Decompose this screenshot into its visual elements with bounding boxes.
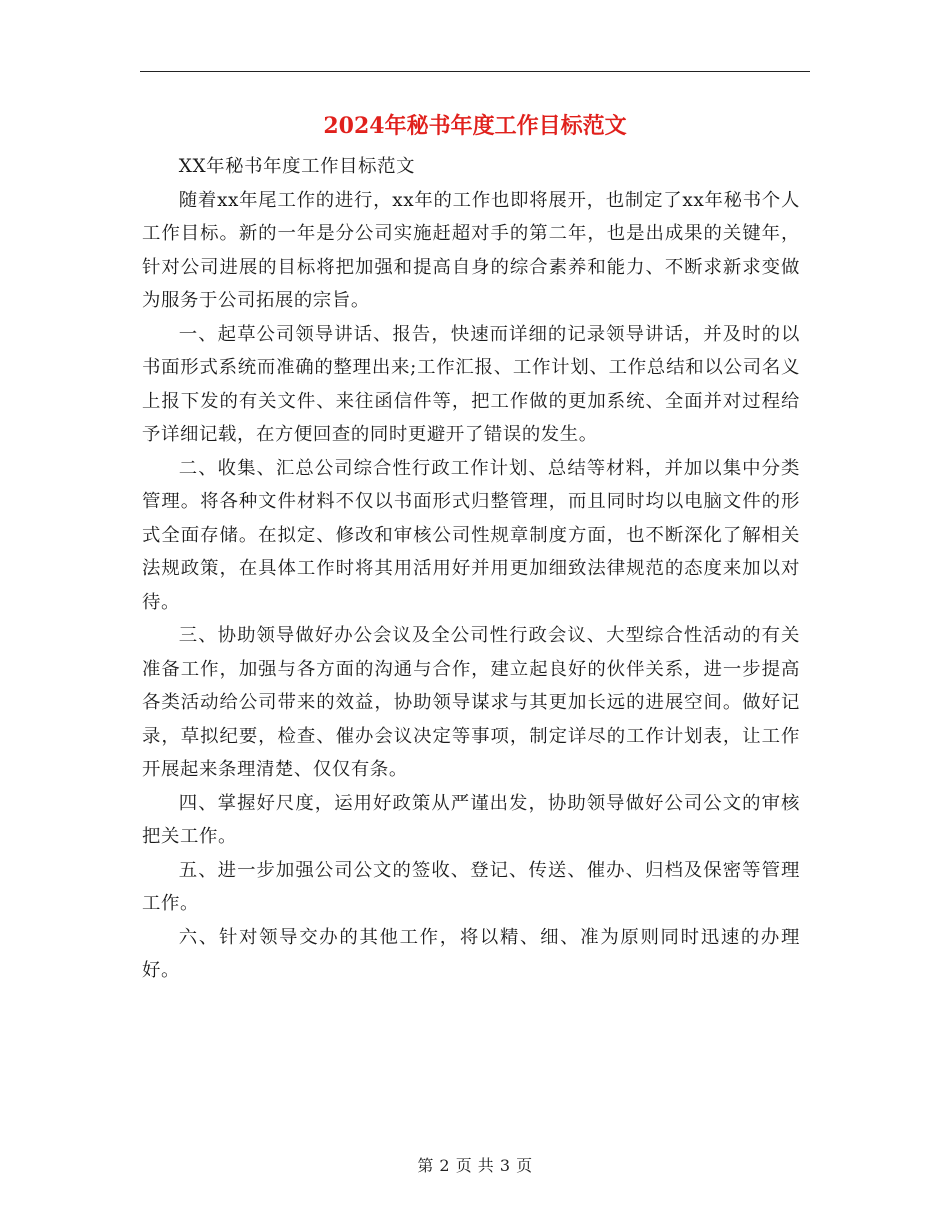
document-title: 2024年秘书年度工作目标范文 xyxy=(323,113,627,139)
header-rule xyxy=(140,71,810,72)
item-4-paragraph: 四、掌握好尺度，运用好政策从严谨出发，协助领导做好公司公文的审核把关工作。 xyxy=(142,792,800,847)
item-1-paragraph: 一、起草公司领导讲话、报告，快速而详细的记录领导讲话，并及时的以书面形式系统而准确的整理出来;工作汇报、工作计划、工作总结和以公司名义上报下发的有关文件、来往函信件等，把工作做的更加系统、全面并对过程给予详细记载，在方便回查的同时更避开了错误的发生。 xyxy=(142,323,800,445)
subtitle-paragraph: XX年秘书年度工作目标范文 xyxy=(178,156,416,177)
item-2-paragraph: 二、收集、汇总公司综合性行政工作计划、总结等材料，并加以集中分类管理。将各种文件材料不仅以书面形式归整管理，而且同时均以电脑文件的形式全面存储。在拟定、修改和审核公司性规章制度方面，也不断深化了解相关法规政策，在具体工作时将其用活用好并用更加细致法律规范的态度来加以对待。 xyxy=(142,457,800,613)
intro-paragraph: 随着xx年尾工作的进行，xx年的工作也即将展开，也制定了xx年秘书个人工作目标。新的一年是分公司实施赶超对手的第二年，也是出成果的关键年，针对公司进展的目标将把加强和提高自身的综合素养和能力、不断求新求变做为服务于公司拓展的宗旨。 xyxy=(142,189,800,311)
item-5-paragraph: 五、进一步加强公司公文的签收、登记、传送、催办、归档及保密等管理工作。 xyxy=(142,859,800,914)
page-number-footer: 第 2 页 共 3 页 xyxy=(417,1156,533,1175)
item-3-paragraph: 三、协助领导做好办公会议及全公司性行政会议、大型综合性活动的有关准备工作，加强与各方面的沟通与合作，建立起良好的伙伴关系，进一步提高各类活动给公司带来的效益，协助领导谋求与其更加长远的进展空间。做好记录，草拟纪要，检查、催办会议决定等事项，制定详尽的工作计划表，让工作开展起来条理清楚、仅仅有条。 xyxy=(142,625,800,780)
item-6-paragraph: 六、针对领导交办的其他工作，将以精、细、准为原则同时迅速的办理好。 xyxy=(142,926,800,981)
document-body xyxy=(142,150,800,988)
